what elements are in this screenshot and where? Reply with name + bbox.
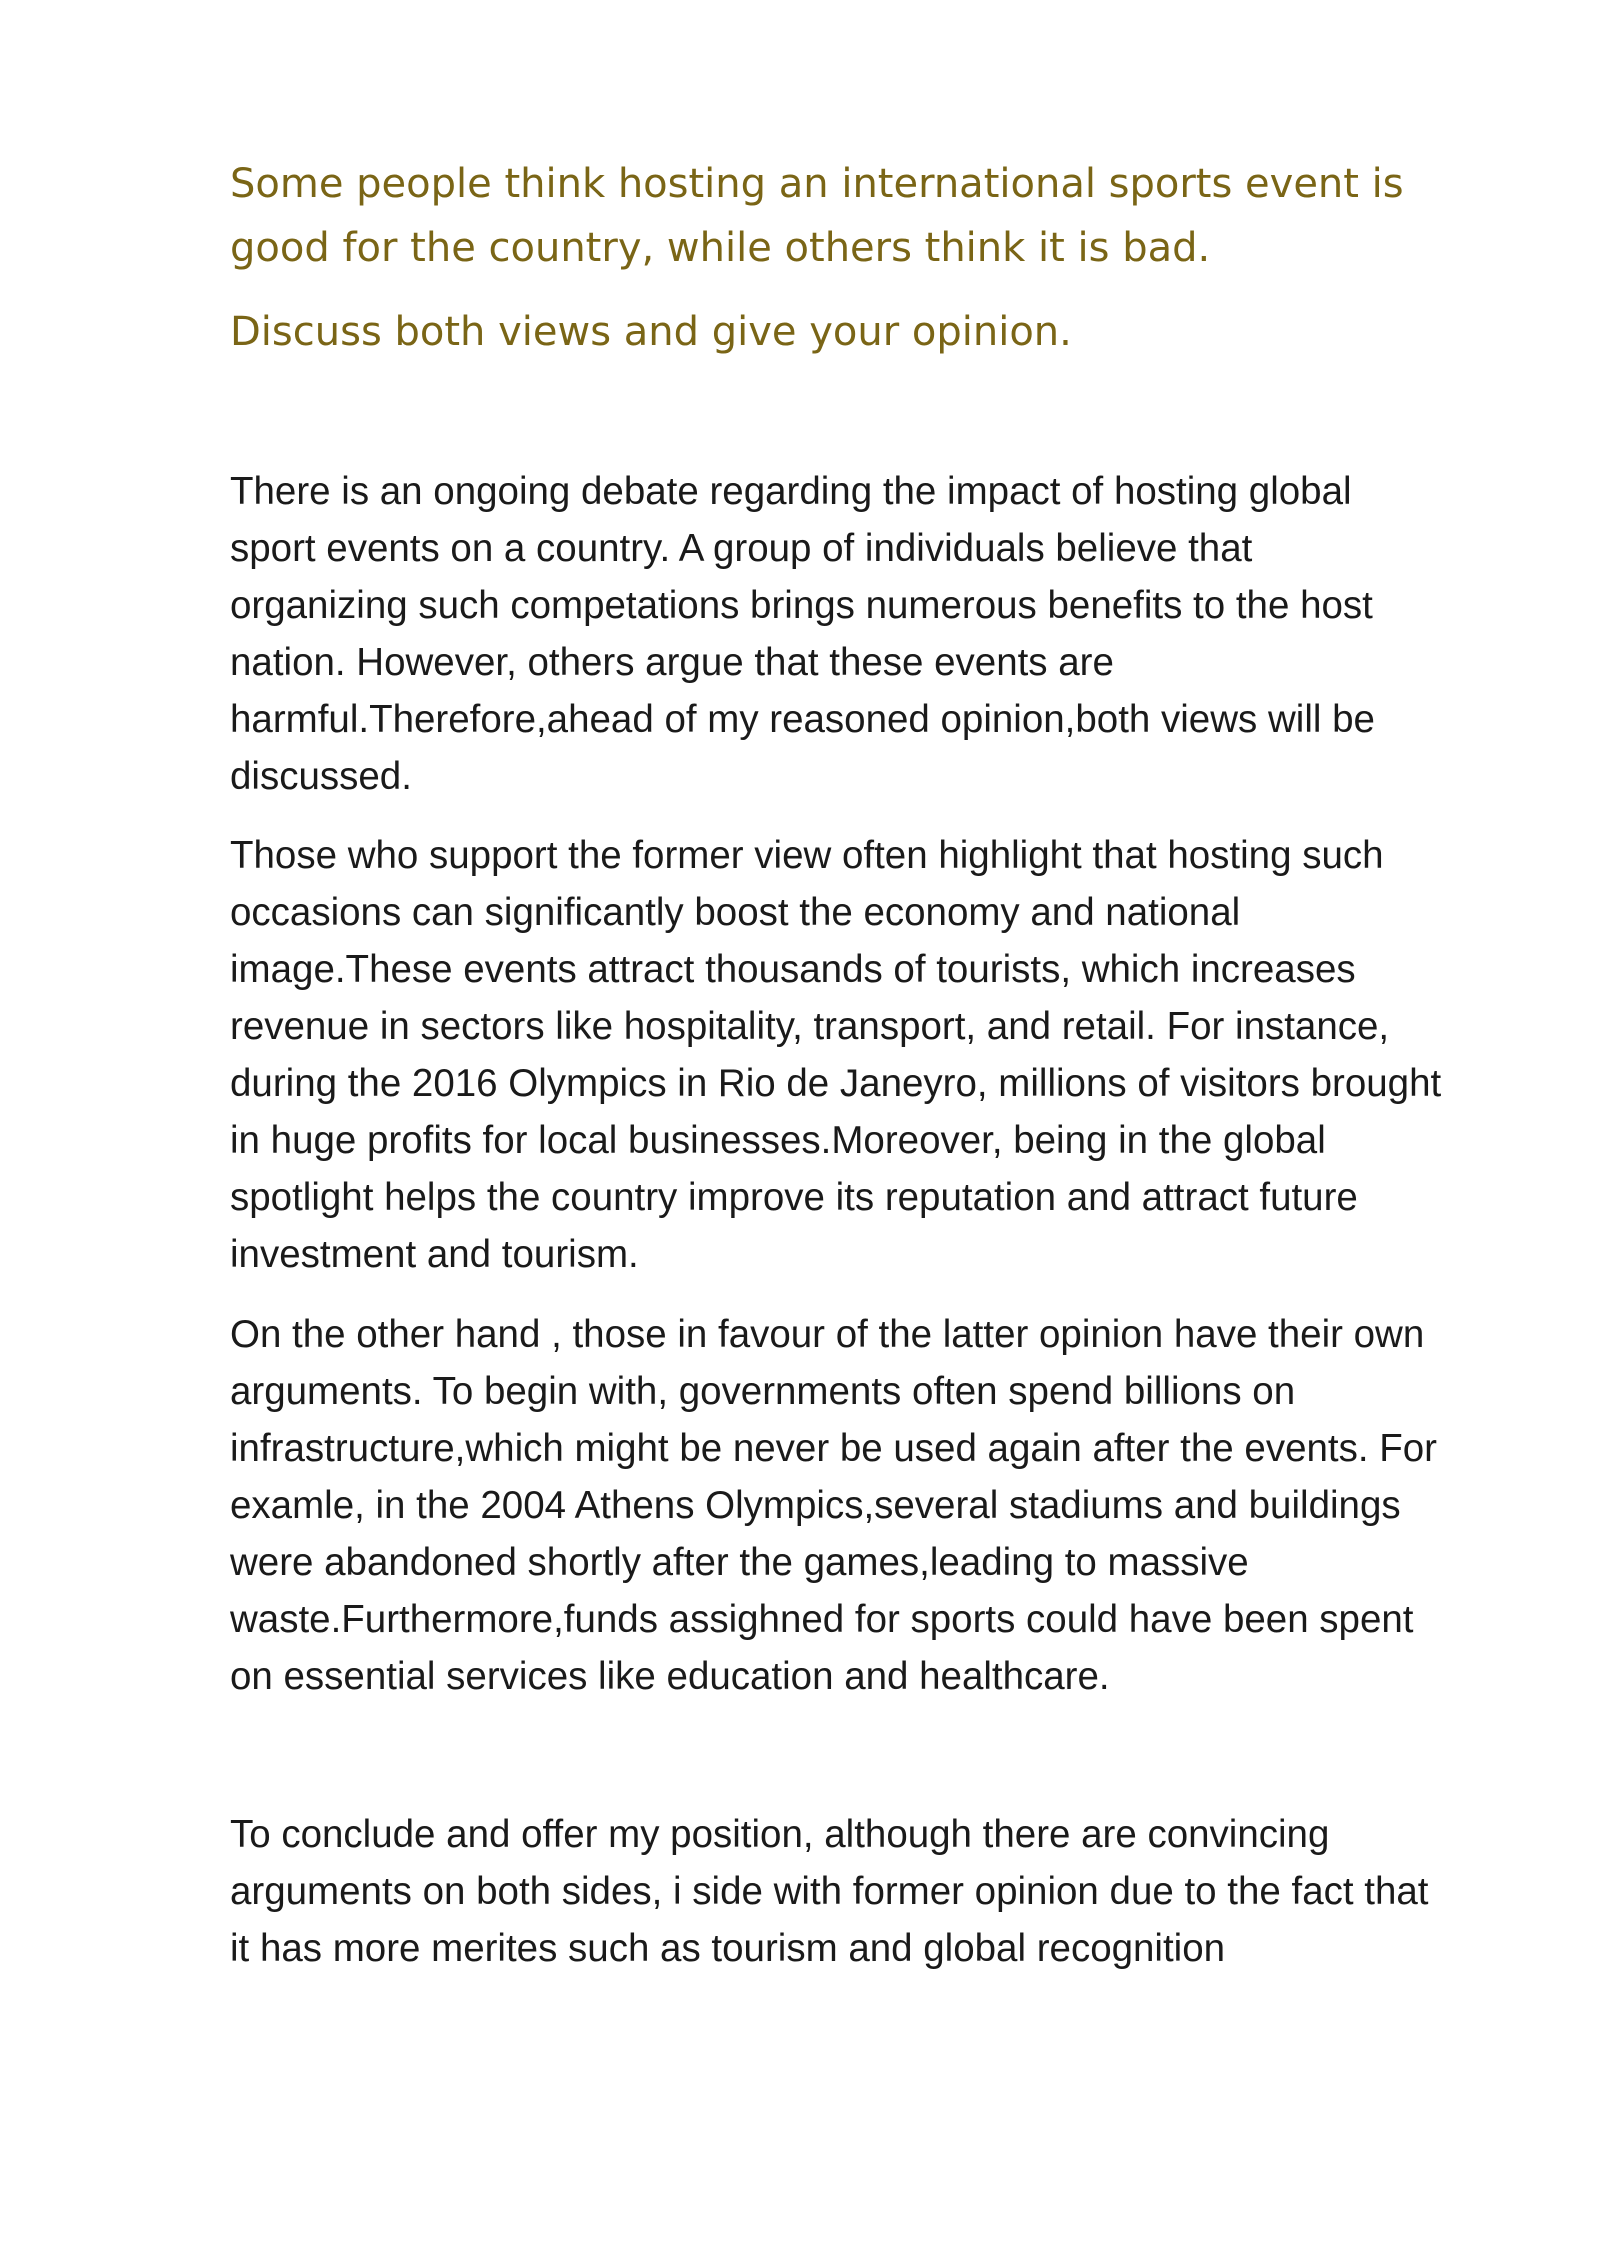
essay-body-paragraph-1: Those who support the former view often highlight that hosting such occasions can significantly boost the economy and national image.These events attract thousands of tourists, which increases revenue in sectors like hospitality, transport, and retail. For instance, during the 2016 Olympics in Rio de Janeyro, millions of visitors brought in huge profits for local businesses.Moreover, being in the global spotlight helps the country improve its reputation and attract future investment and tourism. [230, 834, 1442, 1276]
essay-body-paragraph-2: On the other hand , those in favour of the latter opinion have their own arguments. To begin with, governments often spend billions on infrastructure,which might be never be used again after the events. For examle, in the 2004 Athens Olympics,several stadiums and buildings were abandoned shortly after the games,leading to massive waste.Furthermore,funds assighned for sports could have been spent on essential services like education and healthcare. [230, 1313, 1437, 1698]
essay-prompt [230, 152, 1520, 364]
prompt-statement: Some people think hosting an international sports event is good for the country, while others think it is bad. [230, 161, 1404, 271]
essay-introduction: There is an ongoing debate regarding the impact of hosting global sport events on a country. A group of individuals believe that organizing such competations brings numerous benefits to the host nation. However, others argue that these events are harmful.Therefore,ahead of my reasoned opinion,both views will be discussed. [230, 470, 1375, 798]
essay-conclusion: To conclude and offer my position, although there are convincing arguments on both sides, i side with former opinion due to the fact that it has more merites such as tourism and global recognition [230, 1813, 1429, 1970]
prompt-task: Discuss both views and give your opinion. [230, 309, 1072, 355]
